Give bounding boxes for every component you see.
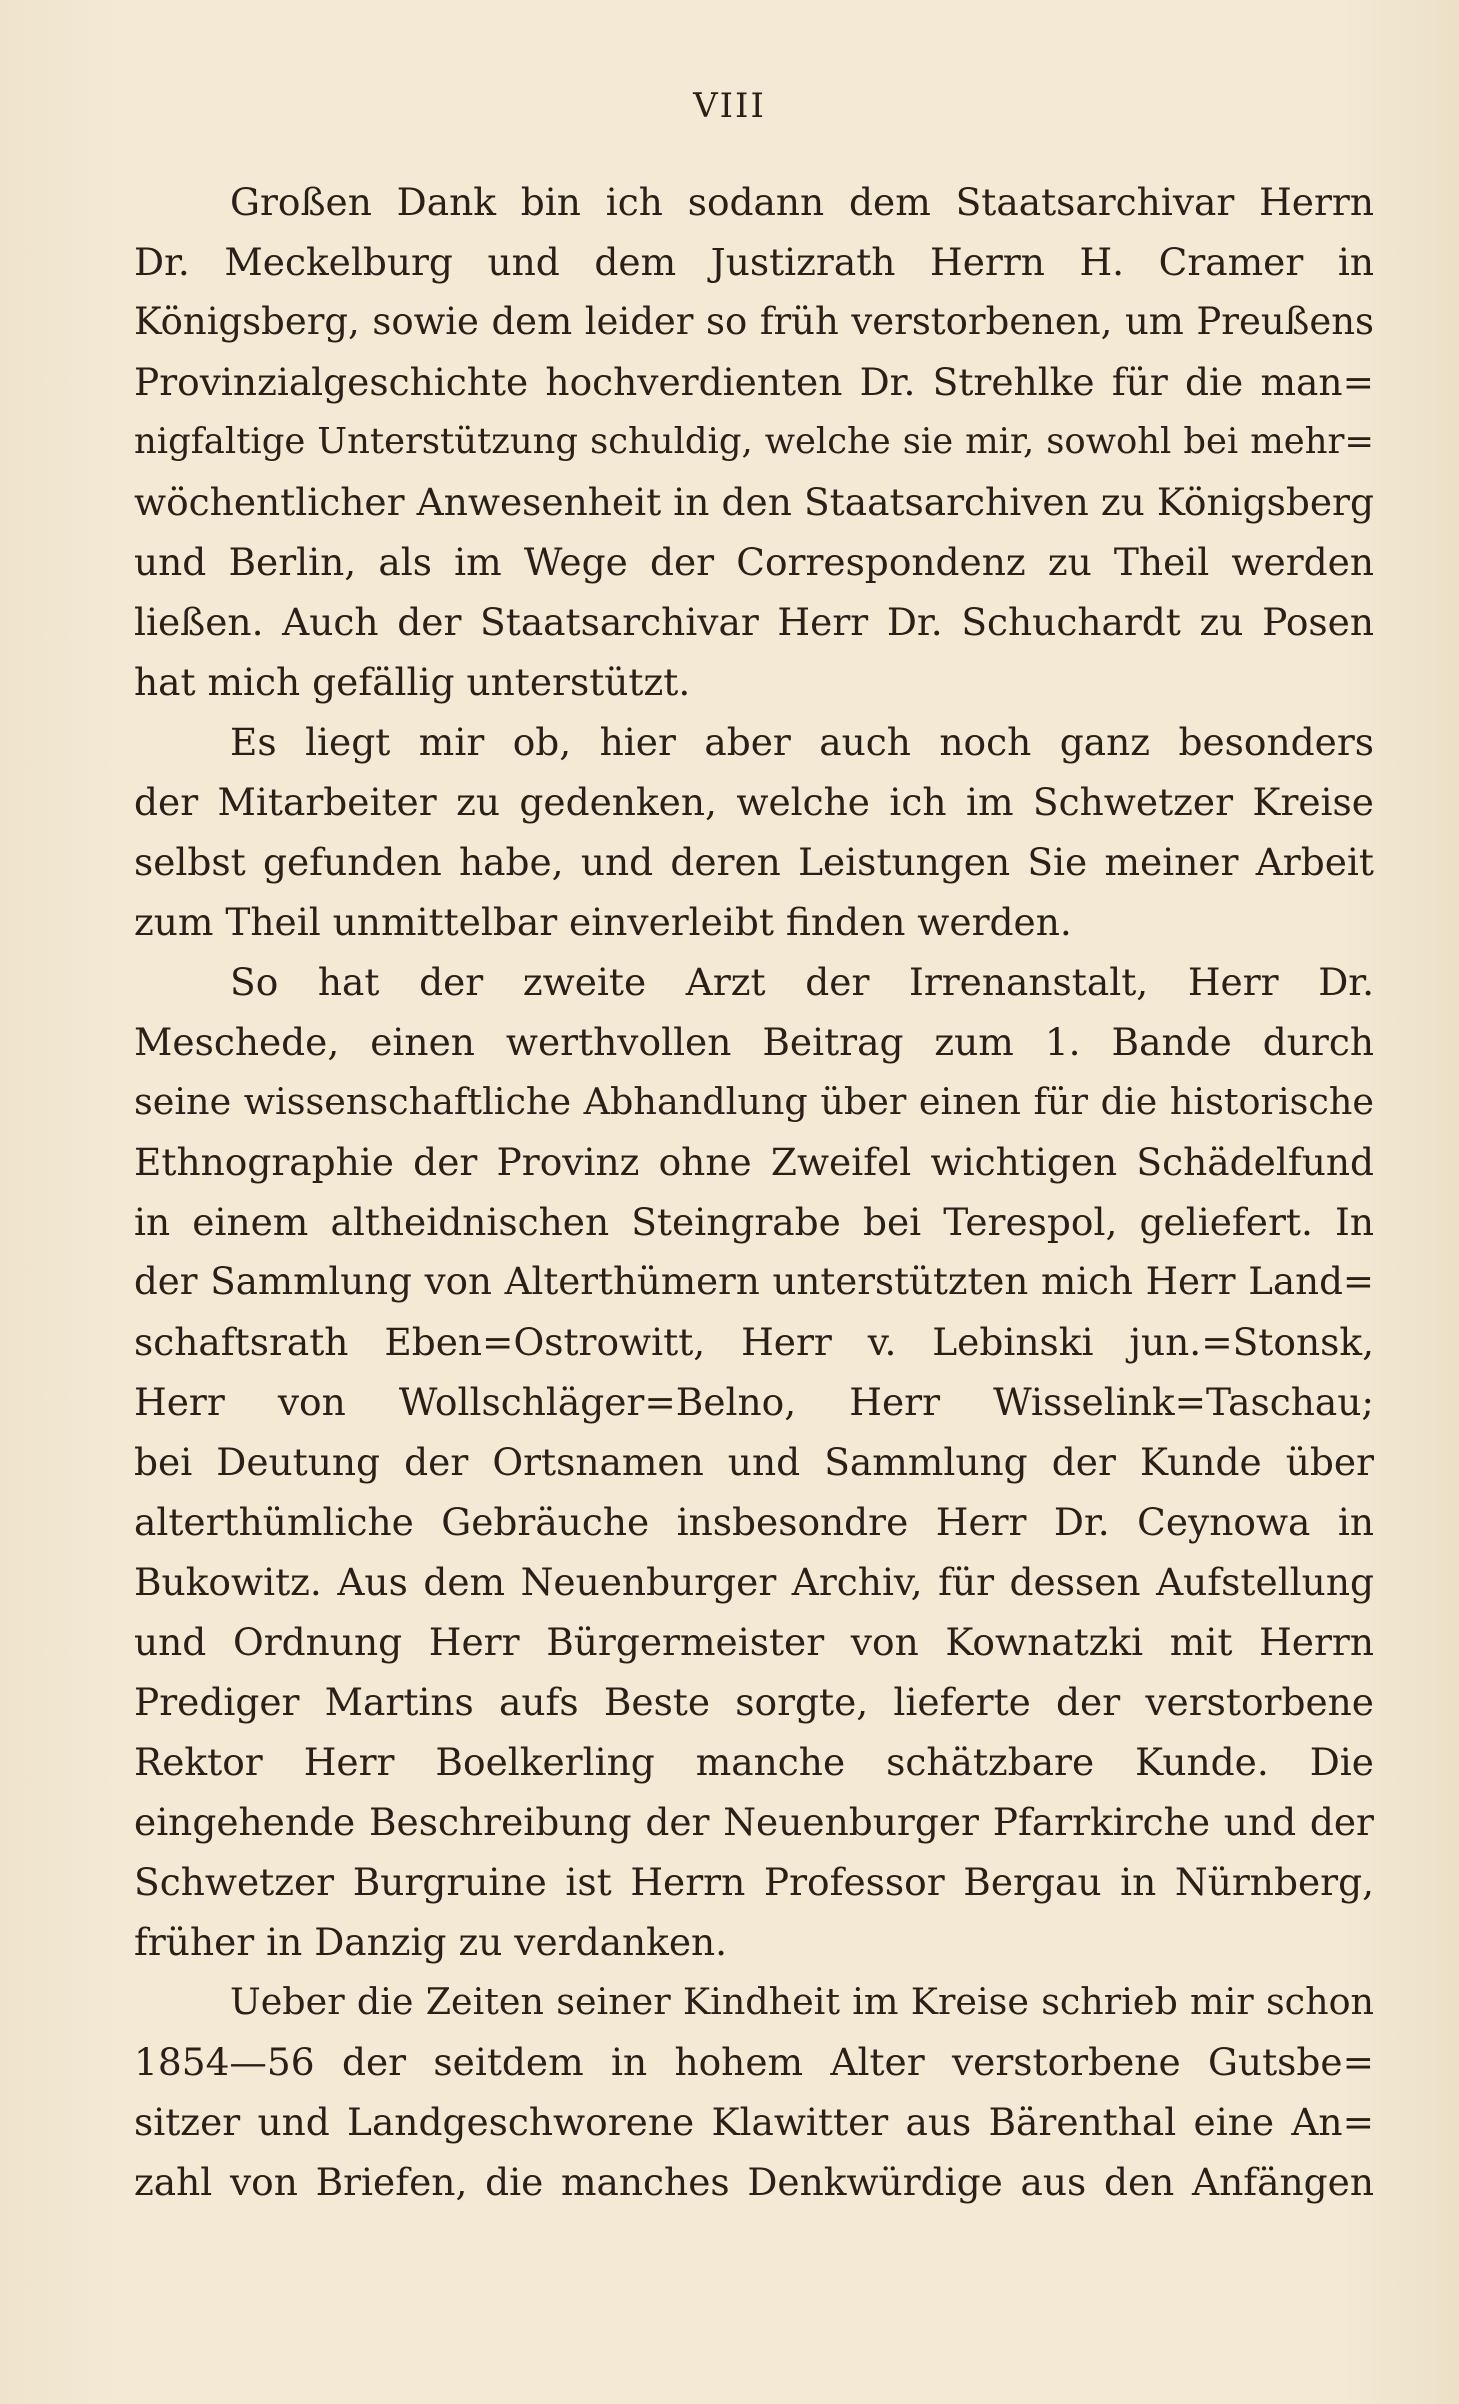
text-line: zum Theil unmittelbar einverleibt finden werden.	[134, 900, 1072, 944]
text-line: alterthümliche Gebräuche insbesondre Herr Dr. Ceynowa in	[134, 1500, 1374, 1544]
text-line: nigfaltige Unterstützung schuldig, welche sie mir, sowohl bei mehr=	[134, 421, 1374, 462]
text-line: Rektor Herr Boelkerling manche schätzbare Kunde. Die	[134, 1740, 1374, 1784]
body-text	[134, 172, 1374, 2212]
text-line: Großen Dank bin ich sodann dem Staatsarchivar Herrn	[230, 180, 1374, 224]
text-line: bei Deutung der Ortsnamen und Sammlung der Kunde über	[134, 1440, 1374, 1484]
paragraph-4	[134, 1972, 1374, 2212]
text-line: Meschede, einen werthvollen Beitrag zum 1. Bande durch	[134, 1020, 1374, 1064]
text-line: wöchentlicher Anwesenheit in den Staatsarchiven zu Königsberg	[134, 480, 1374, 524]
text-line: Es liegt mir ob, hier aber auch noch ganz besonders	[230, 720, 1374, 764]
text-line: eingehende Beschreibung der Neuenburger Pfarrkirche und der	[134, 1800, 1374, 1844]
text-line: zahl von Briefen, die manches Denkwürdige aus den Anfängen	[134, 2160, 1374, 2204]
text-line: 1854—56 der seitdem in hohem Alter verstorbene Gutsbe=	[134, 2040, 1374, 2084]
text-line: Prediger Martins aufs Beste sorgte, lieferte der verstorbene	[134, 1680, 1374, 1724]
text-line: Herr von Wollschläger=Belno, Herr Wisselink=Taschau;	[134, 1380, 1374, 1424]
text-line: sitzer und Landgeschworene Klawitter aus Bärenthal eine An=	[134, 2100, 1374, 2144]
paragraph-1	[134, 172, 1374, 712]
text-line: der Sammlung von Alterthümern unterstützten mich Herr Land=	[134, 1260, 1374, 1303]
text-line: Ueber die Zeiten seiner Kindheit im Kreise schrieb mir schon	[230, 1980, 1374, 2023]
text-line: Schwetzer Burgruine ist Herrn Professor Bergau in Nürnberg,	[134, 1860, 1374, 1904]
text-line: Königsberg, sowie dem leider so früh verstorbenen, um Preußens	[134, 300, 1374, 343]
text-line: ließen. Auch der Staatsarchivar Herr Dr. Schuchardt zu Posen	[134, 600, 1374, 644]
text-line: selbst gefunden habe, und deren Leistungen Sie meiner Arbeit	[134, 840, 1374, 884]
text-line: schaftsrath Eben=Ostrowitt, Herr v. Lebinski jun.=Stonsk,	[134, 1320, 1374, 1364]
paragraph-3	[134, 952, 1374, 1972]
text-line: hat mich gefällig unterstützt.	[134, 660, 691, 704]
text-line: in einem altheidnischen Steingrabe bei Terespol, geliefert. In	[134, 1200, 1374, 1244]
text-line: und Ordnung Herr Bürgermeister von Kownatzki mit Herrn	[134, 1620, 1374, 1664]
text-line: der Mitarbeiter zu gedenken, welche ich im Schwetzer Kreise	[134, 780, 1374, 824]
text-line: So hat der zweite Arzt der Irrenanstalt, Herr Dr.	[230, 960, 1374, 1004]
text-line: Ethnographie der Provinz ohne Zweifel wichtigen Schädelfund	[134, 1140, 1374, 1184]
page-number: VIII	[693, 86, 766, 126]
text-line: und Berlin, als im Wege der Correspondenz zu Theil werden	[134, 540, 1374, 584]
paragraph-2	[134, 712, 1374, 952]
text-line: Provinzialgeschichte hochverdienten Dr. Strehlke für die man=	[134, 360, 1374, 404]
text-line: Bukowitz. Aus dem Neuenburger Archiv, für dessen Aufstellung	[134, 1560, 1374, 1604]
text-line: seine wissenschaftliche Abhandlung über einen für die historische	[134, 1080, 1374, 1123]
text-line: Dr. Meckelburg und dem Justizrath Herrn H. Cramer in	[134, 240, 1374, 284]
text-line: früher in Danzig zu verdanken.	[134, 1920, 728, 1964]
